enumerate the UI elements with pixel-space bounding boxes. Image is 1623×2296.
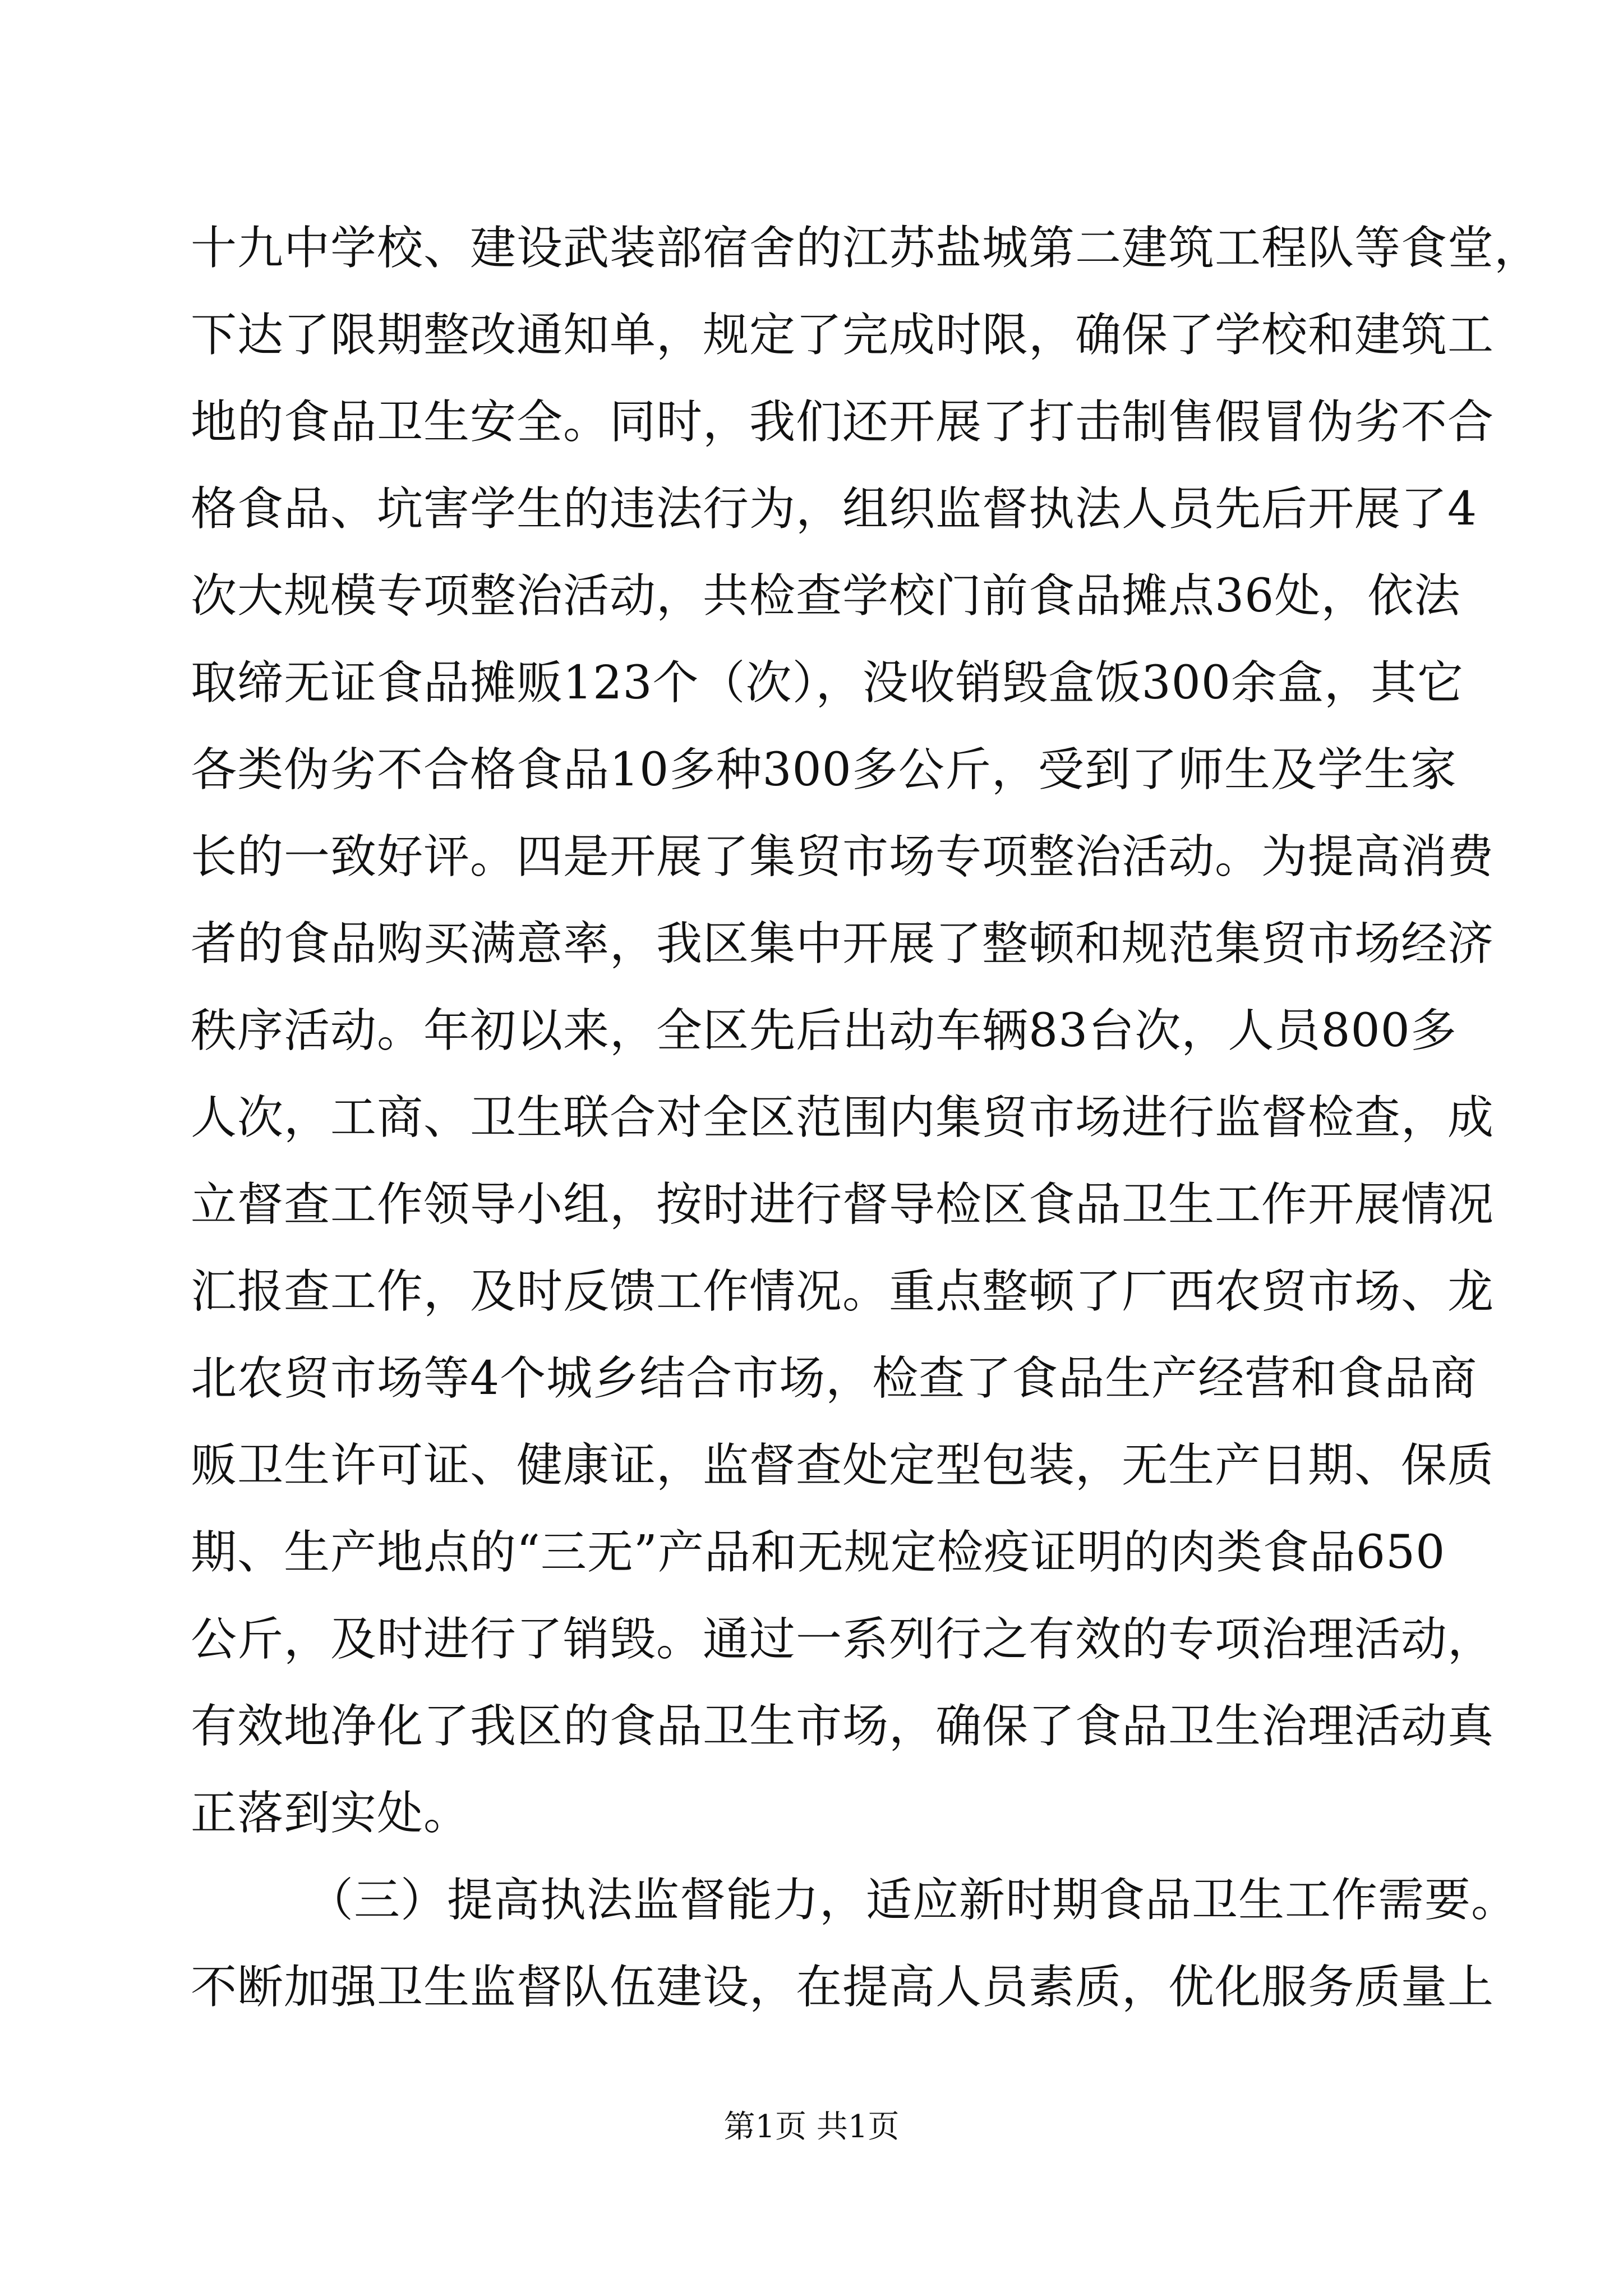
document-body bbox=[191, 205, 1541, 2031]
text-line: 秩序活动。年初以来，全区先后出动车辆83台次，人员800多 bbox=[191, 1004, 1457, 1057]
text-line: 各类伪劣不合格食品10多种300多公斤，受到了师生及学生家 bbox=[191, 743, 1457, 797]
section-heading-line: （三）提高执法监督能力，适应新时期食品卫生工作需要。 bbox=[307, 1874, 1518, 1927]
text-line: 北农贸市场等4个城乡结合市场，检查了食品生产经营和食品商 bbox=[191, 1352, 1478, 1405]
text-line: 不断加强卫生监督队伍建设，在提高人员素质，优化服务质量上 bbox=[191, 1961, 1495, 2014]
text-line: 汇报查工作，及时反馈工作情况。重点整顿了厂西农贸市场、龙 bbox=[191, 1265, 1495, 1318]
text-line: 正落到实处。 bbox=[191, 1787, 471, 1840]
text-line: 人次，工商、卫生联合对全区范围内集贸市场进行监督检查，成 bbox=[191, 1091, 1495, 1144]
text-line: 贩卫生许可证、健康证，监督查处定型包装，无生产日期、保质 bbox=[191, 1439, 1495, 1492]
text-line: 十九中学校、建设武装部宿舍的江苏盐城第二建筑工程队等食堂， bbox=[191, 222, 1541, 275]
text-line: 下达了限期整改通知单，规定了完成时限，确保了学校和建筑工 bbox=[191, 309, 1495, 362]
text-line: 有效地净化了我区的食品卫生市场，确保了食品卫生治理活动真 bbox=[191, 1700, 1495, 1753]
text-line: 公斤，及时进行了销毁。通过一系列行之有效的专项治理活动， bbox=[191, 1613, 1495, 1666]
text-line: 取缔无证食品摊贩123个（次），没收销毁盒饭300余盒，其它 bbox=[191, 656, 1464, 710]
text-line: 长的一致好评。四是开展了集贸市场专项整治活动。为提高消费 bbox=[191, 830, 1495, 884]
text-line: 期、生产地点的“三无”产品和无规定检疫证明的肉类食品650 bbox=[191, 1526, 1446, 1579]
text-line: 者的食品购买满意率，我区集中开展了整顿和规范集贸市场经济 bbox=[191, 917, 1495, 970]
text-line: 格食品、坑害学生的违法行为，组织监督执法人员先后开展了4 bbox=[191, 482, 1478, 536]
text-line: 地的食品卫生安全。同时，我们还开展了打击制售假冒伪劣不合 bbox=[191, 395, 1495, 449]
text-line: 次大规模专项整治活动，共检查学校门前食品摊点36处，依法 bbox=[191, 569, 1461, 623]
text-line: 立督查工作领导小组，按时进行督导检区食品卫生工作开展情况 bbox=[191, 1178, 1495, 1231]
page-footer: 第1页 共1页 bbox=[723, 2109, 900, 2145]
